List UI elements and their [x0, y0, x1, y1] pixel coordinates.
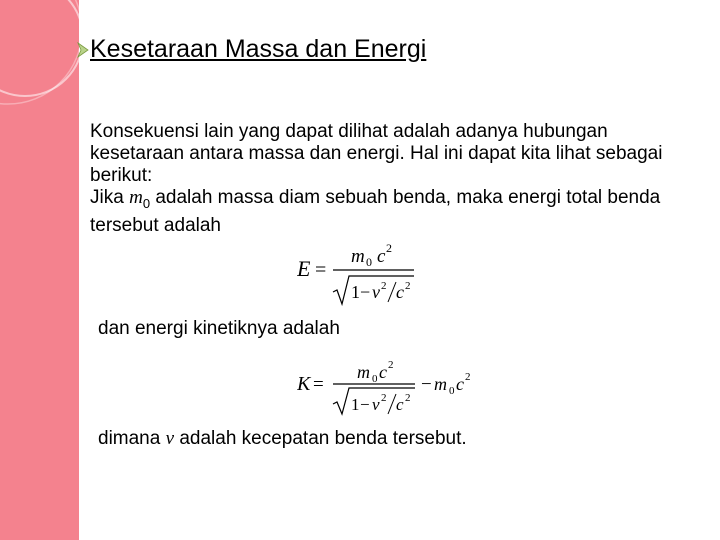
svg-text:1: 1 [351, 282, 360, 302]
svg-text:c: c [456, 374, 464, 394]
svg-text:−: − [360, 282, 371, 302]
body-paragraph [90, 121, 690, 237]
svg-text:2: 2 [381, 280, 387, 292]
svg-text:2: 2 [405, 280, 411, 292]
svg-text:−: − [360, 395, 370, 414]
svg-text:c: c [379, 362, 387, 382]
paragraph-intro: Konsekuensi lain yang dapat dilihat adalah adanya hubungan kesetaraan antara massa dan energi. Hal ini dapat kita lihat sebagai berikut: [90, 121, 663, 186]
svg-text:2: 2 [465, 371, 471, 383]
svg-text:m: m [434, 374, 447, 394]
formula-k-lhs: K [297, 373, 311, 395]
svg-text:0: 0 [366, 255, 372, 269]
svg-text:c: c [396, 395, 404, 414]
svg-text:=: = [313, 374, 324, 395]
svg-text:2: 2 [405, 392, 411, 404]
arrow-bullet-icon [76, 40, 90, 60]
svg-text:2: 2 [381, 392, 387, 404]
svg-text:m: m [351, 246, 365, 267]
svg-text:0: 0 [449, 385, 455, 397]
paragraph-rest-mass: Jika $m_0$ adalah massa diam sebuah benda, maka energi total benda tersebut adalah [90, 187, 661, 236]
formula-kinetic-energy [297, 356, 477, 426]
svg-text:m: m [357, 362, 370, 382]
velocity-definition: dimana v adalah kecepatan benda tersebut. [98, 428, 467, 449]
svg-text:v: v [372, 395, 380, 414]
svg-text:c: c [396, 282, 404, 302]
slide-title: Kesetaraan Massa dan Energi [90, 35, 427, 63]
svg-text:2: 2 [386, 241, 392, 255]
decorative-side-band [0, 0, 79, 540]
decorative-circles-icon [0, 0, 79, 540]
svg-text:1: 1 [351, 395, 360, 414]
svg-text:2: 2 [388, 359, 394, 371]
formula-total-energy [297, 238, 417, 308]
svg-text:=: = [315, 259, 327, 281]
formula-e-lhs: E [297, 256, 311, 281]
svg-text:c: c [377, 246, 386, 267]
kinetic-energy-intro: dan energi kinetiknya adalah [98, 318, 340, 339]
svg-text:v: v [372, 282, 380, 302]
svg-text:0: 0 [372, 373, 378, 385]
svg-text:−: − [421, 374, 432, 395]
